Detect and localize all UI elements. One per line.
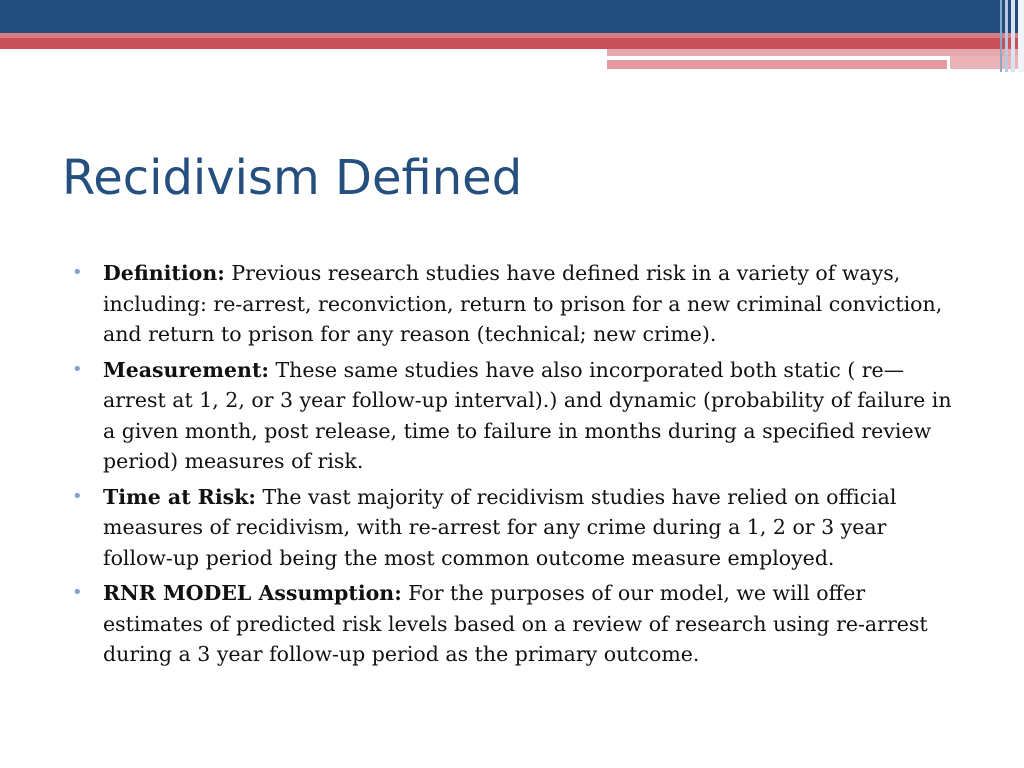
bullet-icon: •: [72, 358, 83, 380]
header-pink-bar-1: [607, 49, 1024, 56]
bullet-label: Time at Risk:: [103, 484, 256, 509]
slide-title: Recidivism Defined: [62, 150, 523, 206]
bullet-icon: •: [72, 485, 83, 507]
bullet-text: These same studies have also incorporated both static ( re—arrest at 1, 2, or 3 year follow-up interval).) and dynamic (probability of failure in a given month, post release, time to failure in months during a specified review period) measures of risk.: [103, 357, 952, 473]
bullet-label: Measurement:: [103, 357, 269, 382]
bullet-icon: •: [72, 582, 83, 603]
header-blue-bar: [0, 0, 1024, 33]
bullet-text: The vast majority of recidivism studies have relied on official measures of recidivism, with re-arrest for any crime during a 1, 2 or 3 year follow-up period being the most common outcome measure employed.: [103, 484, 897, 570]
bullet-item-measurement: [72, 355, 962, 477]
bullet-item-time-at-risk: [72, 482, 962, 574]
bullet-label: RNR MODEL Assumption:: [103, 581, 402, 605]
header-vertical-stripes: [990, 0, 1024, 72]
header-pink-bar-2: [607, 60, 947, 69]
bullet-label: Definition:: [103, 261, 225, 285]
bullet-text: For the purposes of our model, we will offer estimates of predicted risk levels based on a review of research using re-arrest during a 3 year follow-up period as the primary outcome.: [103, 581, 928, 666]
header-red-highlight: [0, 33, 1024, 38]
bullet-text: Previous research studies have defined risk in a variety of ways, including: re-arrest, reconviction, return to prison for a new criminal conviction, and return to prison for any reason (technical; new crime).: [103, 261, 943, 346]
bullet-list: [72, 258, 962, 675]
bullet-icon: •: [72, 262, 83, 283]
bullet-item-rnr-model: [72, 578, 962, 670]
bullet-item-definition: [72, 258, 962, 350]
